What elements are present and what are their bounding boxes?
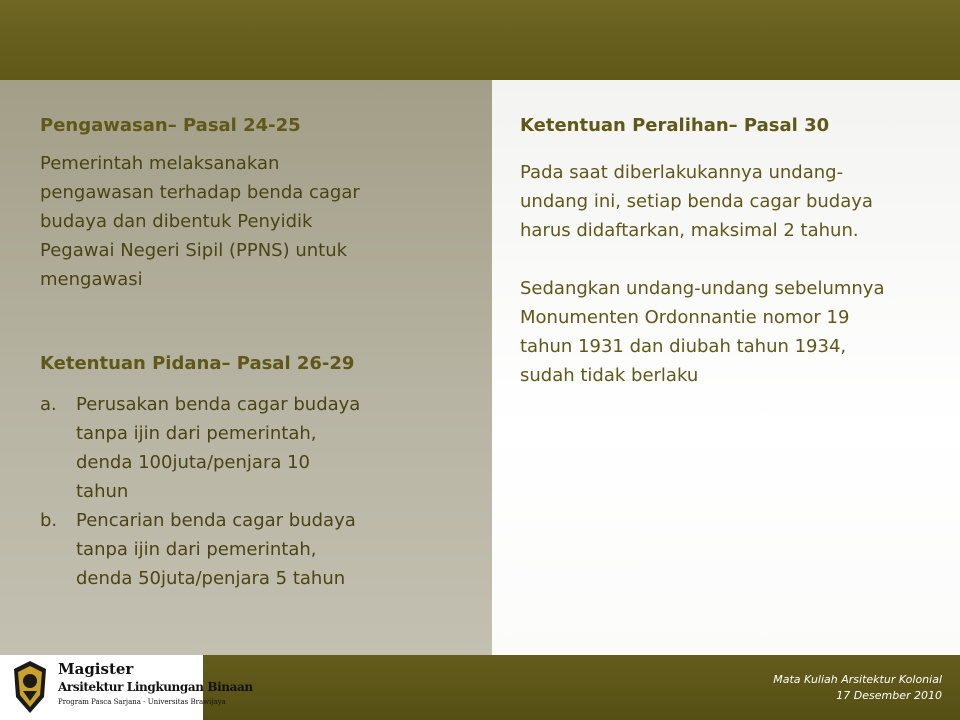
text-line: tahun — [76, 481, 129, 502]
course-name: Mata Kuliah Arsitektur Kolonial — [773, 673, 942, 686]
text-line: Pegawai Negeri Sipil (PPNS) untuk — [40, 240, 348, 261]
text-line: sudah tidak berlaku — [520, 365, 699, 386]
date-label: 17 Desember 2010 — [836, 689, 942, 702]
logo-title: Magister — [58, 660, 134, 678]
peralihan-paragraph-2 — [520, 274, 940, 390]
text-line: Sedangkan undang-undang sebelumnya — [520, 278, 885, 299]
text-line: Pada saat diberlakukannya undang- — [520, 162, 844, 183]
text-line: budaya dan dibentuk Penyidik — [40, 211, 313, 232]
text-line: Monumenten Ordonnantie nomor 19 — [520, 307, 850, 328]
list-marker: b. — [40, 510, 58, 531]
header-band — [0, 0, 960, 80]
text-line: tahun 1931 dan diubah tahun 1934, — [520, 336, 847, 357]
list-item-a — [40, 390, 440, 510]
list-marker: a. — [40, 394, 57, 415]
text-line: Perusakan benda cagar budaya — [76, 394, 361, 415]
text-line: denda 50juta/penjara 5 tahun — [76, 568, 346, 589]
text-line: pengawasan terhadap benda cagar — [40, 182, 360, 203]
ketentuan-pidana-heading: Ketentuan Pidana– Pasal 26-29 — [40, 353, 355, 374]
text-line: harus didaftarkan, maksimal 2 tahun. — [520, 220, 859, 241]
magister-logo — [0, 655, 253, 720]
ketentuan-peralihan-heading: Ketentuan Peralihan– Pasal 30 — [520, 115, 830, 136]
peralihan-paragraph-1 — [520, 158, 940, 245]
university-emblem-icon — [10, 659, 50, 715]
logo-institution: Program Pasca Sarjana - Universitas Brawijaya — [58, 698, 226, 706]
pengawasan-text — [40, 149, 440, 294]
text-line: tanpa ijin dari pemerintah, — [76, 423, 317, 444]
logo-subtitle: Arsitektur Lingkungan Binaan — [58, 680, 253, 694]
list-item-text — [76, 390, 386, 506]
text-line: undang ini, setiap benda cagar budaya — [520, 191, 873, 212]
pengawasan-heading: Pengawasan– Pasal 24-25 — [40, 115, 301, 136]
list-item-b — [40, 506, 440, 596]
text-line: Pemerintah melaksanakan — [40, 153, 280, 174]
list-item-text — [76, 506, 386, 593]
text-line: tanpa ijin dari pemerintah, — [76, 539, 317, 560]
text-line: Pencarian benda cagar budaya — [76, 510, 356, 531]
text-line: mengawasi — [40, 269, 143, 290]
text-line: denda 100juta/penjara 10 — [76, 452, 310, 473]
